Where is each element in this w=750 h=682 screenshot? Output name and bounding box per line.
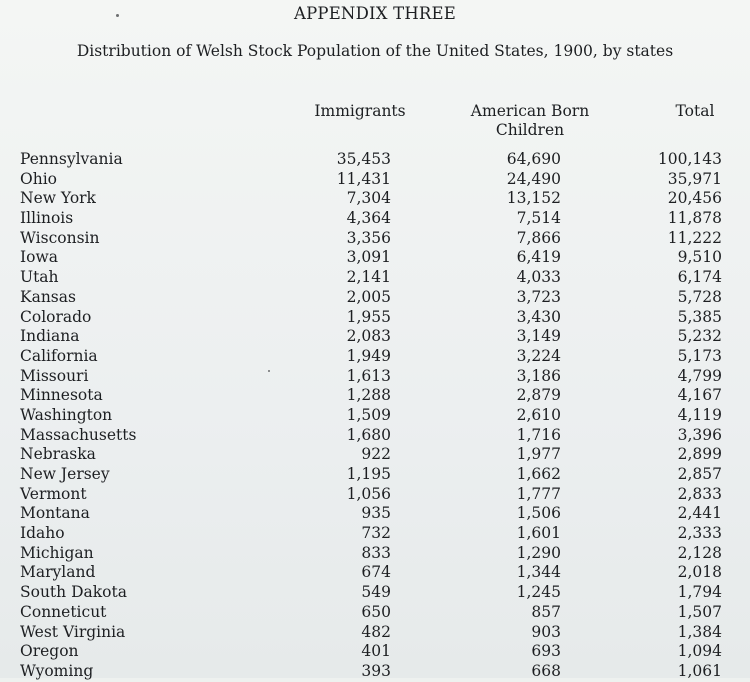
- table-row: [0, 445, 750, 465]
- american-born-cell: 4,033: [516, 268, 561, 287]
- total-cell: 1,384: [677, 622, 722, 641]
- american-born-cell: 24,490: [506, 169, 561, 188]
- total-cell: 3,396: [677, 425, 722, 444]
- american-born-cell: 693: [531, 642, 561, 661]
- immigrants-cell: 1,955: [346, 307, 391, 326]
- american-born-cell: 903: [531, 622, 561, 641]
- column-header-total: [655, 102, 735, 121]
- immigrants-cell: 549: [361, 583, 391, 602]
- immigrants-cell: 3,356: [346, 228, 391, 247]
- state-name-cell: Iowa: [20, 248, 58, 267]
- state-name-cell: New York: [20, 189, 96, 208]
- table-row: [0, 170, 750, 190]
- total-cell: 20,456: [667, 189, 722, 208]
- table-row: [0, 347, 750, 367]
- table-row: [0, 642, 750, 662]
- state-name-cell: Oregon: [20, 642, 79, 661]
- total-cell: 1,061: [677, 661, 722, 680]
- table-row: [0, 150, 750, 170]
- immigrants-cell: 4,364: [346, 209, 391, 228]
- state-name-cell: Illinois: [20, 209, 74, 228]
- american-born-cell: 1,344: [516, 563, 561, 582]
- state-name-cell: Wisconsin: [20, 228, 100, 247]
- state-name-cell: West Virginia: [20, 622, 126, 641]
- total-cell: 9,510: [677, 248, 722, 267]
- total-cell: 2,128: [677, 543, 722, 562]
- state-name-cell: Wyoming: [20, 661, 94, 680]
- immigrants-cell: 2,141: [346, 268, 391, 287]
- state-name-cell: Indiana: [20, 327, 80, 346]
- american-born-cell: 668: [531, 661, 561, 680]
- table-row: [0, 524, 750, 544]
- american-born-cell: 3,723: [516, 287, 561, 306]
- immigrants-cell: 1,509: [346, 405, 391, 424]
- table-title: Distribution of Welsh Stock Population of the United States, 1900, by states: [76, 42, 674, 60]
- table-row: [0, 268, 750, 288]
- table-row: [0, 229, 750, 249]
- state-name-cell: Conneticut: [20, 602, 107, 621]
- table-row: [0, 209, 750, 229]
- american-born-cell: 3,430: [516, 307, 561, 326]
- total-cell: 2,833: [677, 484, 722, 503]
- column-header-american-born: [450, 102, 610, 140]
- state-name-cell: South Dakota: [20, 583, 127, 602]
- american-born-cell: 7,514: [516, 209, 561, 228]
- immigrants-cell: 2,083: [346, 327, 391, 346]
- immigrants-cell: 1,949: [346, 346, 391, 365]
- immigrants-cell: 393: [361, 661, 391, 680]
- immigrants-cell: 674: [361, 563, 391, 582]
- table-row: [0, 386, 750, 406]
- state-name-cell: Ohio: [20, 169, 57, 188]
- state-name-cell: California: [20, 346, 98, 365]
- immigrants-cell: 1,680: [346, 425, 391, 444]
- table-row: [0, 327, 750, 347]
- american-born-cell: 7,866: [516, 228, 561, 247]
- american-born-cell: 1,977: [516, 445, 561, 464]
- total-cell: 5,173: [677, 346, 722, 365]
- american-born-cell: 3,149: [516, 327, 561, 346]
- table-row: [0, 603, 750, 623]
- table-row: [0, 465, 750, 485]
- american-born-cell: 1,662: [516, 465, 561, 483]
- american-born-cell: 1,716: [516, 425, 561, 444]
- table-row: [0, 406, 750, 426]
- immigrants-cell: 1,056: [346, 484, 391, 503]
- total-cell: 4,119: [677, 405, 722, 424]
- table-row: [0, 504, 750, 524]
- state-name-cell: Washington: [20, 405, 113, 424]
- immigrants-cell: 11,431: [336, 169, 391, 188]
- american-born-cell: 6,419: [516, 248, 561, 267]
- immigrants-cell: 732: [361, 524, 391, 543]
- state-name-cell: New Jersey: [20, 465, 110, 483]
- table-row: [0, 426, 750, 446]
- table-row: [0, 308, 750, 328]
- american-born-cell: 3,186: [516, 366, 561, 385]
- total-cell: 100,143: [657, 150, 722, 168]
- total-cell: 1,094: [677, 642, 722, 661]
- state-name-cell: Montana: [20, 504, 90, 523]
- state-name-cell: Utah: [20, 268, 59, 287]
- immigrants-cell: 3,091: [346, 248, 391, 267]
- total-cell: 35,971: [667, 169, 722, 188]
- table-row: [0, 288, 750, 308]
- immigrants-cell: 935: [361, 504, 391, 523]
- total-cell: 2,333: [677, 524, 722, 543]
- state-name-cell: Minnesota: [20, 386, 103, 405]
- american-born-cell: 1,777: [516, 484, 561, 503]
- total-cell: 11,878: [667, 209, 722, 228]
- table-row: [0, 248, 750, 268]
- immigrants-cell: 1,613: [346, 366, 391, 385]
- state-name-cell: Massachusetts: [20, 425, 137, 444]
- column-header-american-born-line1: American Born: [470, 102, 590, 120]
- state-name-cell: Nebraska: [20, 445, 96, 464]
- table-row: [0, 367, 750, 387]
- immigrants-cell: 1,195: [346, 465, 391, 483]
- state-name-cell: Kansas: [20, 287, 76, 306]
- american-born-cell: 1,506: [516, 504, 561, 523]
- american-born-cell: 1,601: [516, 524, 561, 543]
- total-cell: 1,507: [677, 602, 722, 621]
- table-row: [0, 563, 750, 583]
- immigrants-cell: 401: [361, 642, 391, 661]
- table-row: [0, 189, 750, 209]
- immigrants-cell: 650: [361, 602, 391, 621]
- total-cell: 2,018: [677, 563, 722, 582]
- immigrants-cell: 833: [361, 543, 391, 562]
- state-name-cell: Vermont: [20, 484, 87, 503]
- total-cell: 4,167: [677, 386, 722, 405]
- total-cell: 1,794: [677, 583, 722, 602]
- american-born-cell: 13,152: [506, 189, 561, 208]
- state-name-cell: Maryland: [20, 563, 96, 582]
- total-cell: 6,174: [677, 268, 722, 287]
- immigrants-cell: 2,005: [346, 287, 391, 306]
- total-cell: 11,222: [667, 228, 722, 247]
- total-cell: 2,441: [677, 504, 722, 523]
- total-cell: 4,799: [677, 366, 722, 385]
- state-name-cell: Missouri: [20, 366, 89, 385]
- column-header-total-label: Total: [675, 102, 715, 120]
- state-name-cell: Colorado: [20, 307, 92, 326]
- total-cell: 2,899: [677, 445, 722, 464]
- american-born-cell: 857: [531, 602, 561, 621]
- american-born-cell: 1,245: [516, 583, 561, 602]
- total-cell: 5,728: [677, 287, 722, 306]
- american-born-cell: 1,290: [516, 543, 561, 562]
- table-row: [0, 544, 750, 564]
- table-row: [0, 583, 750, 603]
- total-cell: 5,385: [677, 307, 722, 326]
- american-born-cell: 2,879: [516, 386, 561, 405]
- immigrants-cell: 1,288: [346, 386, 391, 405]
- american-born-cell: 64,690: [506, 150, 561, 168]
- american-born-cell: 3,224: [516, 346, 561, 365]
- table-row: [0, 623, 750, 643]
- column-header-american-born-line2: Children: [495, 121, 565, 139]
- state-table: [0, 150, 750, 682]
- column-header-immigrants: [305, 102, 415, 121]
- total-cell: 5,232: [677, 327, 722, 346]
- immigrants-cell: 7,304: [346, 189, 391, 208]
- immigrants-cell: 482: [361, 622, 391, 641]
- total-cell: 2,857: [677, 465, 722, 483]
- table-row: [0, 662, 750, 682]
- table-row: [0, 485, 750, 505]
- immigrants-cell: 35,453: [336, 150, 391, 168]
- immigrants-cell: 922: [361, 445, 391, 464]
- state-name-cell: Idaho: [20, 524, 65, 543]
- state-name-cell: Pennsylvania: [20, 150, 123, 168]
- state-name-cell: Michigan: [20, 543, 94, 562]
- american-born-cell: 2,610: [516, 405, 561, 424]
- column-header-immigrants-label: Immigrants: [314, 102, 406, 120]
- appendix-title: APPENDIX THREE: [293, 4, 457, 23]
